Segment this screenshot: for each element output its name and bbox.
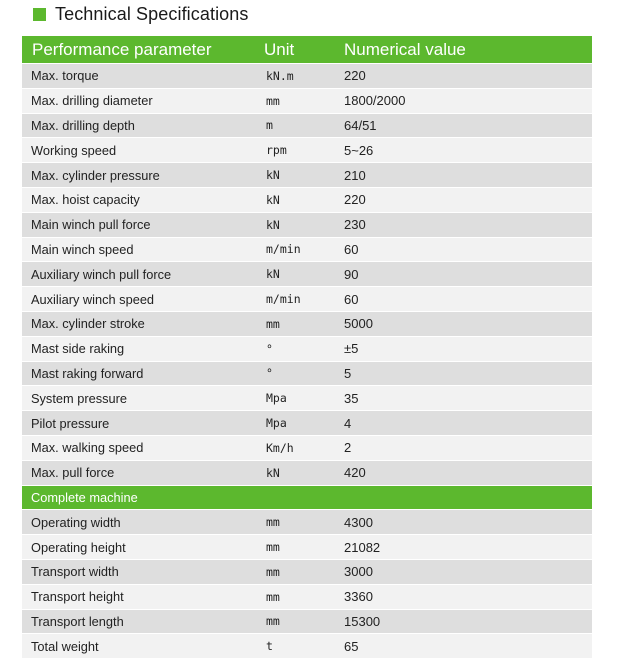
spec-table [22, 36, 592, 659]
cell-value: 60 [344, 241, 359, 257]
cell-unit: m/min [266, 292, 301, 307]
table-row [22, 461, 592, 486]
section-heading [33, 2, 249, 26]
cell-parameter: Max. pull force [31, 465, 115, 481]
cell-value: 220 [344, 192, 366, 208]
table-header-row [22, 36, 592, 64]
table-row [22, 114, 592, 139]
cell-value: 65 [344, 638, 359, 654]
cell-unit: kN [266, 192, 280, 207]
cell-value: ±5 [344, 341, 359, 357]
table-row [22, 213, 592, 238]
cell-unit: t [266, 639, 273, 654]
cell-value: 420 [344, 465, 366, 481]
cell-parameter: Mast side raking [31, 341, 125, 357]
cell-unit: kN [266, 465, 280, 480]
section-label: Complete machine [31, 489, 138, 505]
cell-value: 60 [344, 291, 359, 307]
table-row [22, 287, 592, 312]
cell-parameter: Main winch speed [31, 241, 134, 257]
cell-unit: kN [266, 217, 280, 232]
cell-value: 90 [344, 266, 359, 282]
column-header-value: Numerical value [344, 39, 466, 59]
table-row [22, 560, 592, 585]
cell-unit: mm [266, 316, 280, 331]
cell-parameter: Operating width [31, 514, 121, 530]
table-row [22, 188, 592, 213]
cell-value: 5000 [344, 316, 373, 332]
table-row [22, 510, 592, 535]
cell-unit: rpm [266, 143, 287, 158]
table-row [22, 337, 592, 362]
cell-unit: kN [266, 267, 280, 282]
cell-unit: m/min [266, 242, 301, 257]
cell-parameter: Max. hoist capacity [31, 192, 140, 208]
cell-parameter: Total weight [31, 638, 99, 654]
cell-parameter: Transport width [31, 564, 119, 580]
cell-parameter: Max. walking speed [31, 440, 144, 456]
table-row [22, 312, 592, 337]
cell-unit: mm [266, 614, 280, 629]
cell-value: 4300 [344, 514, 373, 530]
column-header-unit: Unit [264, 39, 295, 59]
cell-parameter: Max. torque [31, 68, 99, 84]
table-row [22, 138, 592, 163]
cell-value: 5 [344, 365, 352, 381]
cell-parameter: Working speed [31, 142, 117, 158]
cell-value: 4 [344, 415, 352, 431]
table-row [22, 362, 592, 387]
cell-parameter: Auxiliary winch speed [31, 291, 155, 307]
cell-value: 220 [344, 68, 366, 84]
cell-unit: mm [266, 540, 280, 555]
cell-unit: m [266, 118, 273, 133]
cell-value: 15300 [344, 613, 381, 629]
cell-parameter: Transport height [31, 589, 124, 605]
cell-value: 210 [344, 167, 366, 183]
cell-unit: ° [266, 341, 273, 356]
cell-parameter: Main winch pull force [31, 217, 151, 233]
cell-value: 230 [344, 217, 366, 233]
cell-parameter: Operating height [31, 539, 126, 555]
table-row [22, 64, 592, 89]
table-row [22, 585, 592, 610]
cell-value: 35 [344, 390, 359, 406]
cell-unit: Km/h [266, 440, 294, 455]
cell-parameter: Max. drilling depth [31, 117, 135, 133]
cell-parameter: Auxiliary winch pull force [31, 266, 172, 282]
cell-parameter: System pressure [31, 390, 128, 406]
cell-parameter: Pilot pressure [31, 415, 110, 431]
cell-unit: mm [266, 515, 280, 530]
table-row [22, 386, 592, 411]
cell-unit: mm [266, 564, 280, 579]
cell-value: 2 [344, 440, 352, 456]
table-row [22, 436, 592, 461]
cell-parameter: Transport length [31, 613, 124, 629]
cell-value: 3000 [344, 564, 373, 580]
cell-unit: Mpa [266, 391, 287, 406]
cell-value: 3360 [344, 589, 373, 605]
table-row [22, 610, 592, 635]
column-header-parameter: Performance parameter [32, 39, 212, 59]
cell-value: 64/51 [344, 117, 377, 133]
cell-unit: mm [266, 93, 280, 108]
table-row [22, 634, 592, 659]
cell-value: 5~26 [344, 142, 374, 158]
cell-unit: mm [266, 589, 280, 604]
page-title: Technical Specifications [55, 3, 249, 24]
cell-unit: Mpa [266, 416, 287, 431]
cell-unit: ° [266, 366, 273, 381]
table-row [22, 535, 592, 560]
cell-parameter: Mast raking forward [31, 365, 144, 381]
table-row [22, 238, 592, 263]
cell-parameter: Max. cylinder stroke [31, 316, 145, 332]
cell-value: 21082 [344, 539, 381, 555]
section-row-complete-machine [22, 486, 592, 511]
performance-rows [22, 64, 592, 486]
table-row [22, 262, 592, 287]
table-row [22, 411, 592, 436]
table-row [22, 163, 592, 188]
cell-parameter: Max. cylinder pressure [31, 167, 160, 183]
machine-rows [22, 510, 592, 659]
table-row [22, 89, 592, 114]
green-square-icon [33, 8, 46, 21]
cell-parameter: Max. drilling diameter [31, 93, 153, 109]
cell-value: 1800/2000 [344, 93, 406, 109]
cell-unit: kN.m [266, 68, 294, 83]
cell-unit: kN [266, 168, 280, 183]
